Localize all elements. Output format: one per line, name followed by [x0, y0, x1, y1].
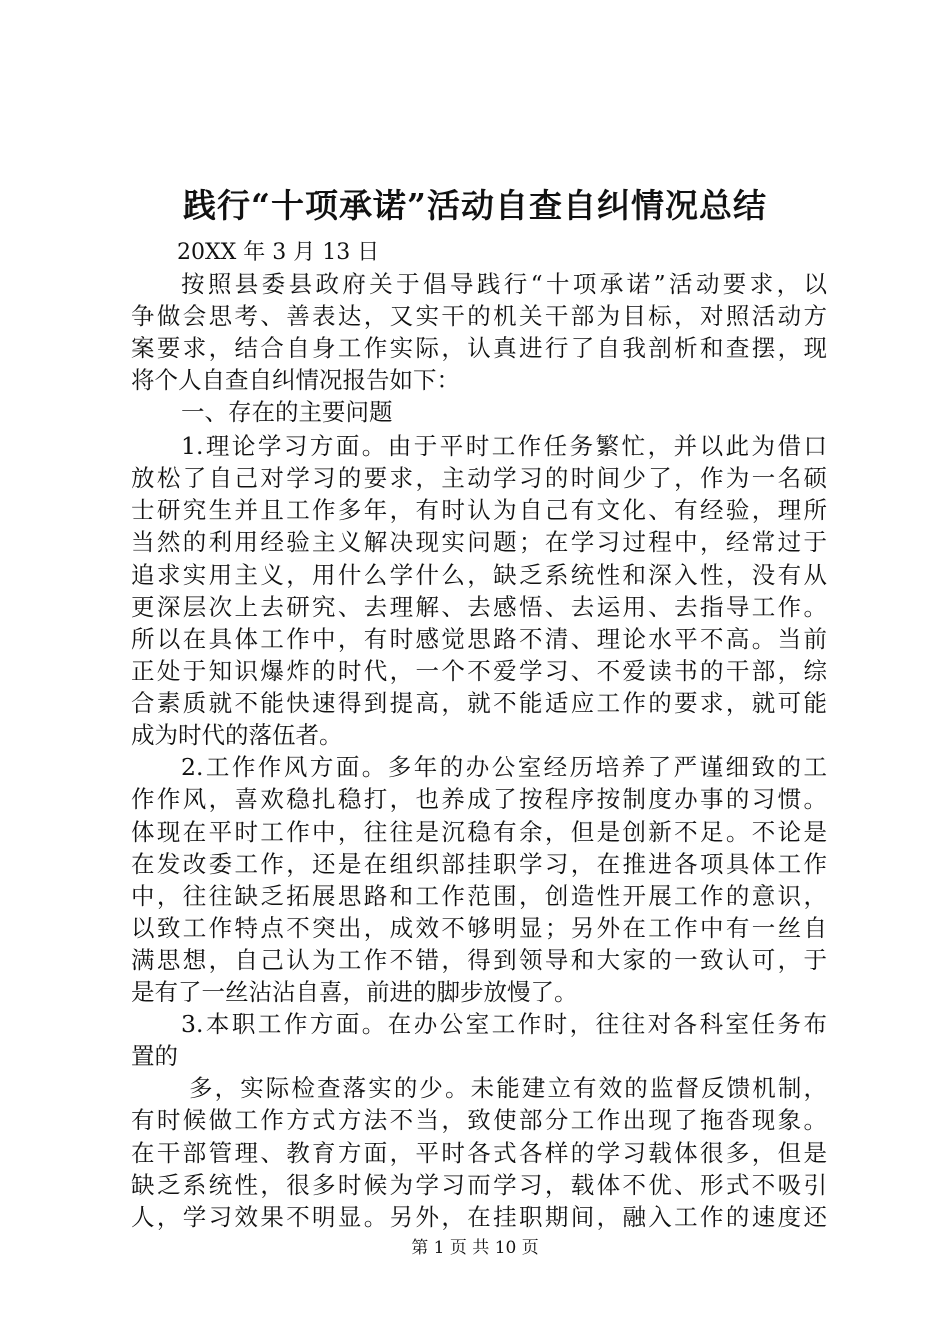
paragraph-line: 体现在平时工作中，往往是沉稳有余，但是创新不足。不论是	[131, 818, 827, 846]
paragraph-line: 多，实际检查落实的少。未能建立有效的监督反馈机制，	[189, 1074, 827, 1102]
paragraph-line: 1.理论学习方面。由于平时工作任务繁忙，并以此为借口	[181, 432, 827, 460]
paragraph-line: 3.本职工作方面。在办公室工作时，往往对各科室任务布	[181, 1010, 827, 1038]
paragraph-line: 追求实用主义，用什么学什么，缺乏系统性和深入性，没有从	[131, 561, 827, 589]
paragraph-line: 在干部管理、教育方面，平时各式各样的学习载体很多，但是	[131, 1139, 827, 1167]
paragraph-line: 更深层次上去研究、去理解、去感悟、去运用、去指导工作。	[131, 593, 827, 621]
paragraph-line: 作作风，喜欢稳扎稳打，也养成了按程序按制度办事的习惯。	[131, 785, 827, 813]
paragraph-line: 放松了自己对学习的要求，主动学习的时间少了，作为一名硕	[131, 464, 827, 492]
paragraph-line: 成为时代的落伍者。	[131, 721, 343, 749]
paragraph-line: 争做会思考、善表达，又实干的机关干部为目标，对照活动方	[131, 302, 827, 330]
paragraph-line: 中，往往缺乏拓展思路和工作范围，创造性开展工作的意识，	[131, 882, 827, 910]
paragraph-line: 合素质就不能快速得到提高，就不能适应工作的要求，就可能	[131, 689, 827, 717]
paragraph-line: 人，学习效果不明显。另外，在挂职期间，融入工作的速度还	[131, 1203, 827, 1231]
paragraph-line: 将个人自查自纠情况报告如下：	[131, 366, 460, 394]
document-title: 践行“十项承诺”活动自查自纠情况总结	[183, 186, 767, 225]
paragraph-line: 在发改委工作，还是在组织部挂职学习，在推进各项具体工作	[131, 850, 827, 878]
paragraph-line: 士研究生并且工作多年，有时认为自己有文化、有经验，理所	[131, 496, 827, 524]
paragraph-line: 当然的利用经验主义解决现实问题；在学习过程中，经常过于	[131, 528, 827, 556]
document-date: 20XX 年 3 月 13 日	[177, 240, 380, 265]
paragraph-line: 案要求，结合自身工作实际，认真进行了自我剖析和查摆，现	[131, 334, 827, 362]
paragraph-line: 置的	[131, 1042, 178, 1070]
paragraph-line: 是有了一丝沾沾自喜，前进的脚步放慢了。	[131, 978, 578, 1006]
paragraph-line: 以致工作特点不突出，成效不够明显；另外在工作中有一丝自	[131, 914, 827, 942]
paragraph-line: 正处于知识爆炸的时代，一个不爱学习、不爱读书的干部，综	[131, 657, 827, 685]
paragraph-line: 满思想，自己认为工作不错，得到领导和大家的一致认可，于	[131, 946, 827, 974]
paragraph-line: 一、存在的主要问题	[181, 398, 393, 426]
paragraph-line: 缺乏系统性，很多时候为学习而学习，载体不优、形式不吸引	[131, 1171, 827, 1199]
paragraph-line: 2.工作作风方面。多年的办公室经历培养了严谨细致的工	[181, 753, 827, 781]
page-number-footer: 第 1 页 共 10 页	[411, 1238, 539, 1258]
paragraph-line: 所以在具体工作中，有时感觉思路不清、理论水平不高。当前	[131, 625, 827, 653]
paragraph-line: 按照县委县政府关于倡导践行“十项承诺”活动要求，以	[181, 270, 827, 298]
paragraph-line: 有时候做工作方式方法不当，致使部分工作出现了拖沓现象。	[131, 1106, 827, 1134]
